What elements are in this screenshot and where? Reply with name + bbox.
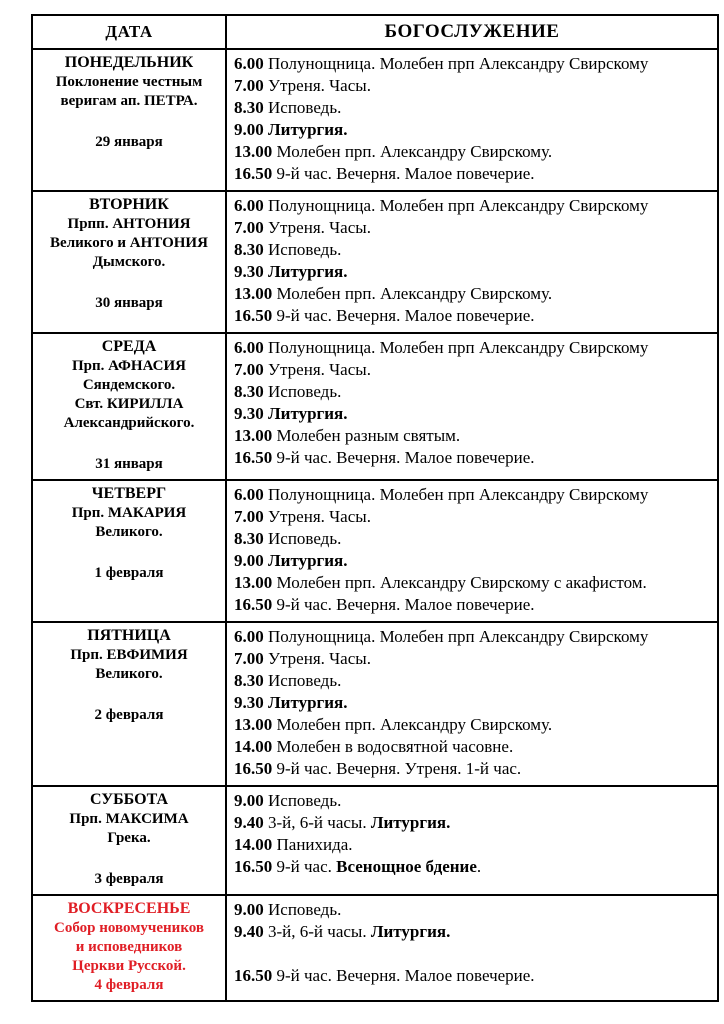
- service-time: 9.30: [234, 404, 264, 423]
- service-text: Молебен прп. Александру Свирскому.: [276, 715, 553, 734]
- service-line: [234, 75, 710, 97]
- calendar-date: 2 февраля: [94, 707, 164, 723]
- service-text: Утреня. Часы.: [268, 360, 371, 379]
- service-text: Литургия.: [370, 813, 451, 832]
- schedule-row: [32, 480, 718, 622]
- service-time: 9.30: [234, 693, 264, 712]
- calendar-date: 3 февраля: [94, 871, 164, 887]
- service-time: 13.00: [234, 142, 273, 161]
- service-text: Панихида.: [276, 835, 353, 854]
- service-text: Литургия.: [268, 404, 348, 423]
- service-text: Исповедь.: [268, 671, 342, 690]
- service-text: Полунощница. Молебен прп Александру Свирскому: [268, 196, 649, 215]
- service-time: 9.30: [234, 262, 264, 281]
- service-line: [234, 484, 710, 506]
- service-time: 16.50: [234, 448, 273, 467]
- commemoration-line: Великого.: [95, 524, 163, 540]
- service-text: Утреня. Часы.: [268, 218, 371, 237]
- service-cell: [226, 49, 718, 191]
- service-time: 9.40: [234, 813, 264, 832]
- service-line: [234, 283, 710, 305]
- service-time: 7.00: [234, 360, 264, 379]
- service-text: .: [476, 857, 482, 876]
- service-text: Молебен в водосвятной часовне.: [276, 737, 514, 756]
- commemoration-line: Прп. МАКАРИЯ: [71, 505, 187, 521]
- service-text: 9-й час. Вечерня. Малое повечерие.: [276, 306, 535, 325]
- service-line: [234, 834, 710, 856]
- service-line: [234, 648, 710, 670]
- service-cell: [226, 191, 718, 333]
- service-line: [234, 53, 710, 75]
- service-line: [234, 626, 710, 648]
- service-time: 6.00: [234, 54, 264, 73]
- service-time: 9.00: [234, 120, 264, 139]
- date-cell: [32, 333, 226, 480]
- service-text: Молебен разным святым.: [276, 426, 461, 445]
- date-column-header: ДАТА: [32, 15, 226, 49]
- service-text: 9-й час. Вечерня. Утреня. 1-й час.: [276, 759, 522, 778]
- service-line: [234, 790, 710, 812]
- commemoration-line: веригам ап. ПЕТРА.: [60, 93, 198, 109]
- commemoration-line: Великого.: [95, 666, 163, 682]
- calendar-date: 1 февраля: [94, 565, 164, 581]
- commemoration-line: Дымского.: [92, 254, 166, 270]
- service-text: Молебен прп. Александру Свирскому.: [276, 142, 553, 161]
- service-time: 8.30: [234, 382, 264, 401]
- service-line: [234, 97, 710, 119]
- service-time: 13.00: [234, 573, 273, 592]
- service-line: [234, 119, 710, 141]
- service-time: 6.00: [234, 485, 264, 504]
- schedule-row: [32, 786, 718, 895]
- service-line: [234, 856, 710, 878]
- service-text: 9-й час. Вечерня. Малое повечерие.: [276, 966, 535, 985]
- service-text: Полунощница. Молебен прп Александру Свирскому: [268, 54, 649, 73]
- commemoration-line: и исповедников: [75, 939, 183, 955]
- service-cell: [226, 480, 718, 622]
- service-text: 9-й час. Вечерня. Малое повечерие.: [276, 448, 535, 467]
- service-line: [234, 550, 710, 572]
- service-line: [234, 758, 710, 780]
- service-text: Утреня. Часы.: [268, 507, 371, 526]
- date-cell: [32, 895, 226, 1001]
- service-time: 7.00: [234, 76, 264, 95]
- service-text: Молебен прп. Александру Свирскому с акафистом.: [276, 573, 647, 592]
- service-time: 8.30: [234, 671, 264, 690]
- commemoration-line: Сяндемского.: [82, 377, 176, 393]
- day-name: ВОСКРЕСЕНЬЕ: [67, 900, 191, 917]
- service-time: 7.00: [234, 649, 264, 668]
- service-line: [234, 572, 710, 594]
- service-column-header: БОГОСЛУЖЕНИЕ: [226, 15, 718, 49]
- service-text: Полунощница. Молебен прп Александру Свирскому: [268, 338, 649, 357]
- service-time: 16.50: [234, 857, 273, 876]
- commemoration-line: Прп. АФНАСИЯ: [71, 358, 186, 374]
- service-cell: [226, 622, 718, 786]
- service-time: 8.30: [234, 98, 264, 117]
- service-time: 9.40: [234, 922, 264, 941]
- date-cell: [32, 191, 226, 333]
- service-text: Исповедь.: [268, 791, 342, 810]
- service-text: Литургия.: [268, 693, 348, 712]
- commemoration-line: Прпп. АНТОНИЯ: [67, 216, 191, 232]
- service-time: 16.50: [234, 966, 273, 985]
- commemoration-line: Прп. ЕВФИМИЯ: [70, 647, 188, 663]
- commemoration-line: Собор новомучеников: [54, 920, 204, 936]
- service-line: [234, 670, 710, 692]
- service-line: [234, 141, 710, 163]
- service-text: Литургия.: [268, 262, 348, 281]
- calendar-date: 31 января: [95, 456, 163, 472]
- service-line: [234, 425, 710, 447]
- date-cell: [32, 49, 226, 191]
- header-row: [32, 15, 718, 49]
- date-cell: [32, 622, 226, 786]
- service-time: 7.00: [234, 218, 264, 237]
- service-text: Исповедь.: [268, 529, 342, 548]
- service-line: [234, 714, 710, 736]
- schedule-row: [32, 895, 718, 1001]
- service-time: 9.00: [234, 791, 264, 810]
- service-time: 9.00: [234, 900, 264, 919]
- service-text: Молебен прп. Александру Свирскому.: [276, 284, 553, 303]
- service-time: 9.00: [234, 551, 264, 570]
- day-name: ПОНЕДЕЛЬНИК: [64, 54, 194, 71]
- service-line: [234, 195, 710, 217]
- calendar-date: 29 января: [95, 134, 163, 150]
- service-text: 3-й, 6-й часы.: [268, 922, 371, 941]
- service-cell: [226, 895, 718, 1001]
- commemoration-line: Грека.: [107, 830, 151, 846]
- service-time: 16.50: [234, 759, 273, 778]
- service-line: [234, 381, 710, 403]
- service-line: [234, 812, 710, 834]
- schedule-row: [32, 622, 718, 786]
- day-name: ВТОРНИК: [89, 196, 169, 213]
- service-line: [234, 692, 710, 714]
- service-line: [234, 217, 710, 239]
- commemoration-line: Великого и АНТОНИЯ: [50, 235, 208, 251]
- service-line: [234, 447, 710, 469]
- service-text: Исповедь.: [268, 382, 342, 401]
- service-line: [234, 506, 710, 528]
- service-line: [234, 736, 710, 758]
- service-line: [234, 359, 710, 381]
- service-text: Исповедь.: [268, 240, 342, 259]
- day-name: СУББОТА: [89, 791, 168, 808]
- service-time: 14.00: [234, 737, 273, 756]
- service-time: 13.00: [234, 284, 273, 303]
- service-text: 9-й час.: [276, 857, 337, 876]
- service-cell: [226, 786, 718, 895]
- service-text: 3-й, 6-й часы.: [268, 813, 371, 832]
- service-text: Исповедь.: [268, 98, 342, 117]
- service-time: 8.30: [234, 240, 264, 259]
- service-cell: [226, 333, 718, 480]
- service-text: Литургия.: [268, 551, 348, 570]
- service-time: 16.50: [234, 164, 273, 183]
- schedule-row: [32, 333, 718, 480]
- commemoration-line: Александрийского.: [63, 415, 195, 431]
- service-time: 13.00: [234, 426, 273, 445]
- service-time: 16.50: [234, 306, 273, 325]
- service-line: [234, 921, 710, 943]
- service-text: Литургия.: [268, 120, 348, 139]
- service-line: [234, 594, 710, 616]
- schedule-table: [31, 14, 719, 1002]
- schedule-row: [32, 49, 718, 191]
- service-text: Всенощное бдение: [336, 857, 477, 876]
- service-line: [234, 528, 710, 550]
- service-text: Утреня. Часы.: [268, 649, 371, 668]
- service-text: Литургия.: [370, 922, 451, 941]
- service-time: 7.00: [234, 507, 264, 526]
- day-name: СРЕДА: [101, 338, 157, 355]
- service-time: 13.00: [234, 715, 273, 734]
- service-time: 8.30: [234, 529, 264, 548]
- service-time: 6.00: [234, 196, 264, 215]
- day-name: ЧЕТВЕРГ: [91, 485, 167, 502]
- service-time: 14.00: [234, 835, 273, 854]
- service-time: 16.50: [234, 595, 273, 614]
- schedule-row: [32, 191, 718, 333]
- commemoration-line: Церкви Русской.: [72, 958, 186, 974]
- service-text: Исповедь.: [268, 900, 342, 919]
- service-time: 6.00: [234, 338, 264, 357]
- service-text: Утреня. Часы.: [268, 76, 371, 95]
- day-name: ПЯТНИЦА: [87, 627, 171, 644]
- service-text: Полунощница. Молебен прп Александру Свирскому: [268, 627, 649, 646]
- service-line: [234, 403, 710, 425]
- date-cell: [32, 480, 226, 622]
- commemoration-line: Поклонение честным: [55, 74, 203, 90]
- service-line: [234, 239, 710, 261]
- service-line: [234, 337, 710, 359]
- service-line: [234, 305, 710, 327]
- calendar-date: 30 января: [95, 295, 163, 311]
- service-line: [234, 965, 710, 987]
- commemoration-line: Свт. КИРИЛЛА: [74, 396, 184, 412]
- schedule-body: [32, 49, 718, 1001]
- date-cell: [32, 786, 226, 895]
- commemoration-line: Прп. МАКСИМА: [69, 811, 189, 827]
- service-line: [234, 163, 710, 185]
- service-line: [234, 899, 710, 921]
- calendar-date: 4 февраля: [94, 977, 164, 993]
- service-text: 9-й час. Вечерня. Малое повечерие.: [276, 595, 535, 614]
- service-text: 9-й час. Вечерня. Малое повечерие.: [276, 164, 535, 183]
- service-line: [234, 261, 710, 283]
- service-time: 6.00: [234, 627, 264, 646]
- service-text: Полунощница. Молебен прп Александру Свирскому: [268, 485, 649, 504]
